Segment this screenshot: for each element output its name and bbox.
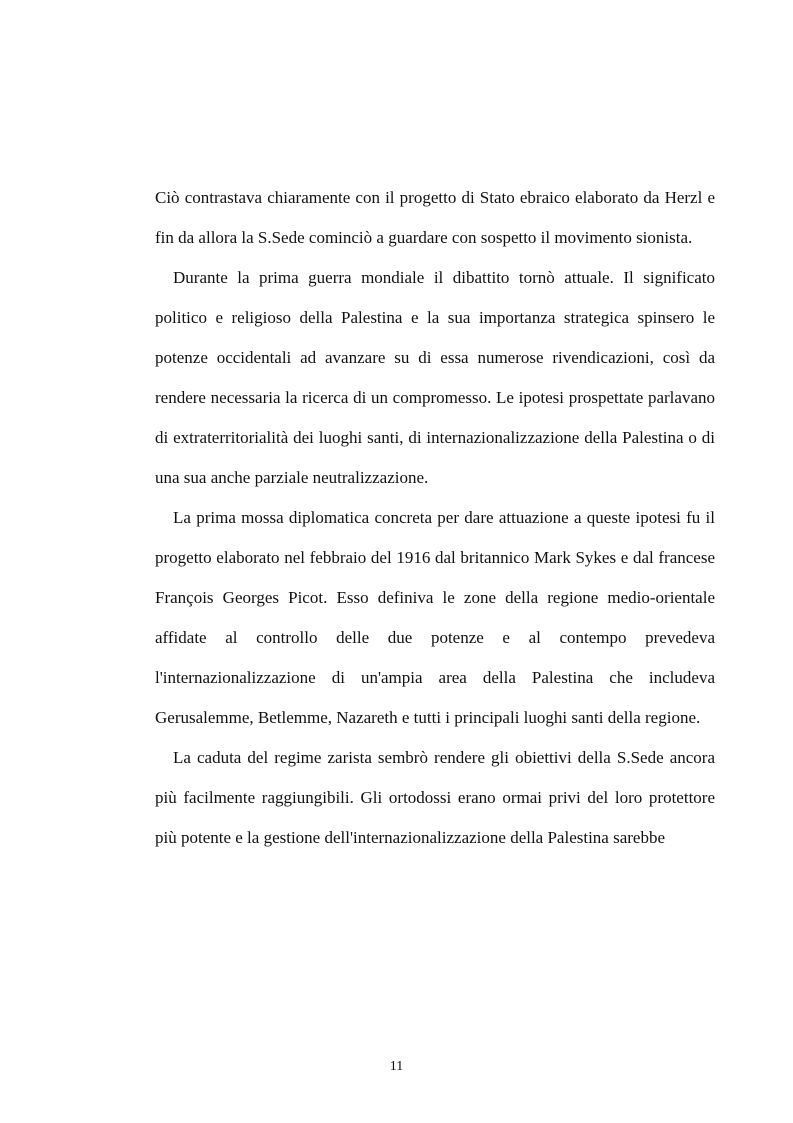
paragraph-1: Ciò contrastava chiaramente con il progetto di Stato ebraico elaborato da Herzl e fin da allora la S.Sede cominciò a guardare con sospetto il movimento sionista. <box>155 188 715 247</box>
page-number: 11 <box>389 1059 404 1074</box>
paragraph-4: La caduta del regime zarista sembrò rendere gli obiettivi della S.Sede ancora più facilmente raggiungibili. Gli ortodossi erano ormai privi del loro protettore più potente e la gestione dell'internazionalizzazione della Palestina sarebbe <box>155 748 715 847</box>
body-text <box>155 178 715 858</box>
paragraph-2: Durante la prima guerra mondiale il dibattito tornò attuale. Il significato politico e religioso della Palestina e la sua importanza strategica spinsero le potenze occidentali ad avanzare su di essa numerose rivendicazioni, così da rendere necessaria la ricerca di un compromesso. Le ipotesi prospettate parlavano di extraterritorialità dei luoghi santi, di internazionalizzazione della Palestina o di una sua anche parziale neutralizzazione. <box>155 268 715 487</box>
paragraph-3: La prima mossa diplomatica concreta per dare attuazione a queste ipotesi fu il progetto elaborato nel febbraio del 1916 dal britannico Mark Sykes e dal francese François Georges Picot. Esso definiva le zone della regione medio-orientale affidate al controllo delle due potenze e al contempo prevedeva l'internazionalizzazione di un'ampia area della Palestina che includeva Gerusalemme, Betlemme, Nazareth e tutti i principali luoghi santi della regione. <box>155 508 715 727</box>
